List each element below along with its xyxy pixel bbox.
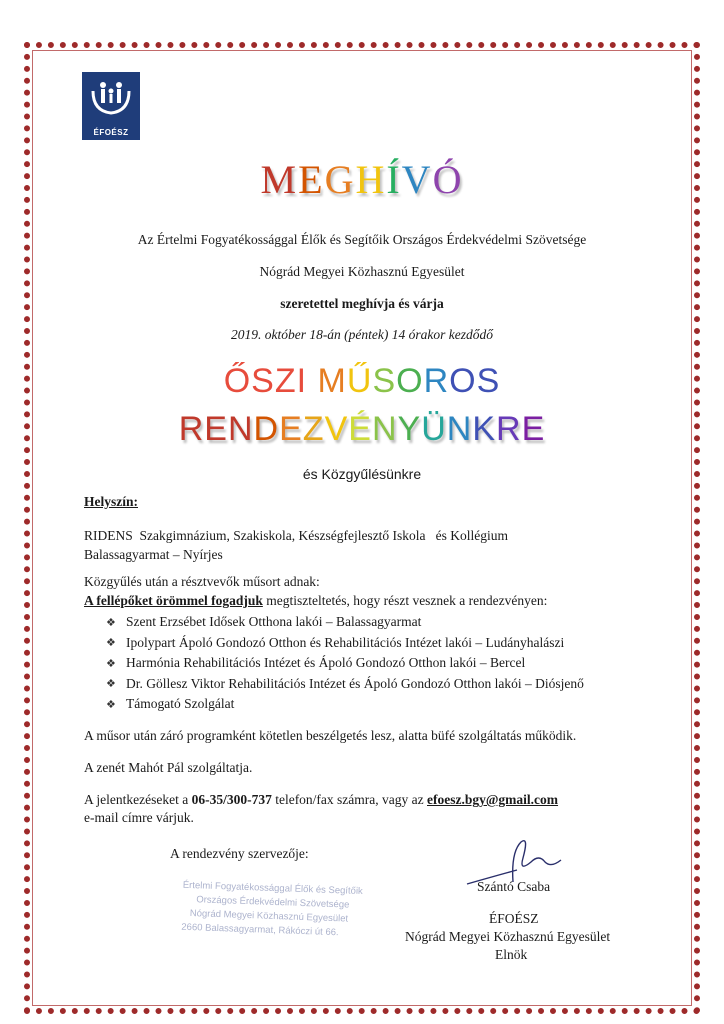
headline-letter: M	[317, 362, 347, 400]
list-item	[106, 694, 584, 715]
performer-name: Ipolypart Ápoló Gondozó Otthon és Rehabilitációs Intézet lakói – Ludányhalászi	[126, 634, 565, 650]
logo-label: ÉFOÉSZ	[93, 128, 129, 137]
title-letter: M	[260, 157, 299, 202]
headline-letter: E	[279, 410, 303, 448]
headline-letter: Y	[397, 410, 422, 448]
program-intro: Közgyűlés után a résztvevők műsort adnak:	[84, 574, 320, 589]
stamp-line: 2660 Balassagyarmat, Rákóczi út 66.	[181, 921, 339, 939]
list-item	[106, 633, 584, 654]
music-text: A zenét Mahót Pál szolgáltatja.	[84, 760, 253, 775]
signer-role: Elnök	[495, 947, 528, 962]
headline-letter: Ő	[223, 362, 252, 400]
after-program-text: A műsor után záró programként kötetlen beszélgetés lesz, alatta büfé szolgáltatás működik.	[84, 728, 577, 743]
performer-name: Támogató Szolgálat	[126, 696, 235, 712]
headline-letter: R	[178, 410, 205, 448]
signer-county: Nógrád Megyei Közhasznú Egyesület	[405, 929, 611, 944]
registration-pre: A jelentkezéseket a	[84, 792, 192, 807]
headline-letter: V	[324, 410, 349, 448]
headline-autumn-program	[0, 362, 724, 401]
organizer-label: A rendezvény szervezője:	[170, 846, 309, 861]
sub-headline: és Közgyűlésünkre	[302, 466, 422, 482]
diamond-bullet-icon: ❖	[106, 678, 116, 691]
performers-list	[106, 612, 584, 715]
diamond-bullet-icon: ❖	[106, 657, 116, 670]
headline-letter: S	[372, 362, 397, 400]
title-letter: E	[298, 157, 325, 202]
diamond-bullet-icon: ❖	[106, 637, 116, 650]
title-letter: H	[355, 157, 387, 202]
headline-letter: D	[253, 410, 280, 448]
location-label: Helyszín:	[84, 494, 138, 509]
efoesz-logo	[82, 72, 140, 140]
title-letter: Ó	[432, 157, 464, 202]
title-letter: V	[401, 157, 433, 202]
invite-line: szeretettel meghívja és várja	[280, 296, 444, 311]
registration-text	[84, 792, 558, 808]
list-item	[106, 674, 584, 695]
phone-number: 06-35/300-737	[191, 792, 272, 807]
headline-letter: K	[472, 410, 497, 448]
headline-letter: E	[521, 410, 546, 448]
headline-letter: Ü	[421, 410, 447, 448]
page-title	[0, 156, 724, 203]
title-letter: G	[324, 157, 356, 202]
headline-letter: I	[296, 362, 308, 400]
headline-letter: E	[204, 410, 228, 448]
diamond-bullet-icon: ❖	[106, 616, 116, 629]
headline-event	[0, 410, 724, 449]
location-line-1: RIDENS Szakgimnázium, Szakiskola, Készségfejlesztő Iskola és Kollégium	[84, 528, 509, 543]
headline-letter: Ű	[346, 362, 373, 400]
performers-bold: A fellépőket örömmel fogadjuk	[84, 593, 263, 608]
list-item	[106, 612, 584, 633]
stamp-line: Értelmi Fogyatékossággal Élők és Segítőik	[182, 879, 363, 898]
headline-letter: S	[476, 362, 501, 400]
headline-letter: O	[396, 362, 424, 400]
registration-mid: telefon/fax számra, vagy az	[271, 792, 427, 807]
headline-letter: N	[227, 410, 254, 448]
diamond-bullet-icon: ❖	[106, 698, 116, 711]
title-letter: Í	[386, 157, 402, 202]
headline-letter: É	[348, 410, 372, 448]
headline-letter: N	[371, 410, 398, 448]
headline-letter: S	[251, 362, 275, 400]
stamp-line: Országos Érdekvédelmi Szövetsége	[196, 894, 350, 911]
headline-letter: R	[423, 362, 450, 400]
organization-stamp	[181, 879, 369, 941]
headline-letter: Z	[302, 410, 325, 448]
stamp-line: Nógrád Megyei Közhasznú Egyesület	[189, 908, 349, 925]
headline-letter: R	[496, 410, 522, 448]
headline-letter: O	[449, 362, 477, 400]
performers-rest: megtiszteltetés, hogy részt vesznek a rendezvényen:	[262, 593, 548, 608]
performer-name: Harmónia Rehabilitációs Intézet és Ápoló Gondozó Otthon lakói – Bercel	[126, 655, 526, 671]
location-line-2: Balassagyarmat – Nyírjes	[84, 547, 223, 562]
date-line: 2019. október 18-án (péntek) 14 órakor kezdődő	[230, 327, 494, 342]
performer-name: Szent Erzsébet Idősek Otthona lakói – Balassagyarmat	[126, 614, 422, 630]
performer-name: Dr. Göllesz Viktor Rehabilitációs Intézet és Ápoló Gondozó Otthon lakói – Diósjenő	[126, 675, 584, 691]
list-item	[106, 653, 584, 674]
headline-letter: N	[446, 410, 473, 448]
organization-line: Az Értelmi Fogyatékossággal Élők és Segítőik Országos Érdekvédelmi Szövetsége	[137, 232, 587, 247]
county-line: Nógrád Megyei Közhasznú Egyesület	[259, 264, 465, 279]
headline-letter	[307, 362, 317, 401]
family-hands-icon	[89, 77, 133, 121]
registration-end: e-mail címre várjuk.	[84, 810, 194, 825]
signer-name: Szántó Csaba	[477, 879, 551, 894]
email-link[interactable]: efoesz.bgy@gmail.com	[427, 792, 559, 807]
performers-intro	[84, 593, 547, 609]
signer-organization: ÉFOÉSZ	[489, 911, 539, 926]
headline-letter: Z	[274, 362, 297, 400]
